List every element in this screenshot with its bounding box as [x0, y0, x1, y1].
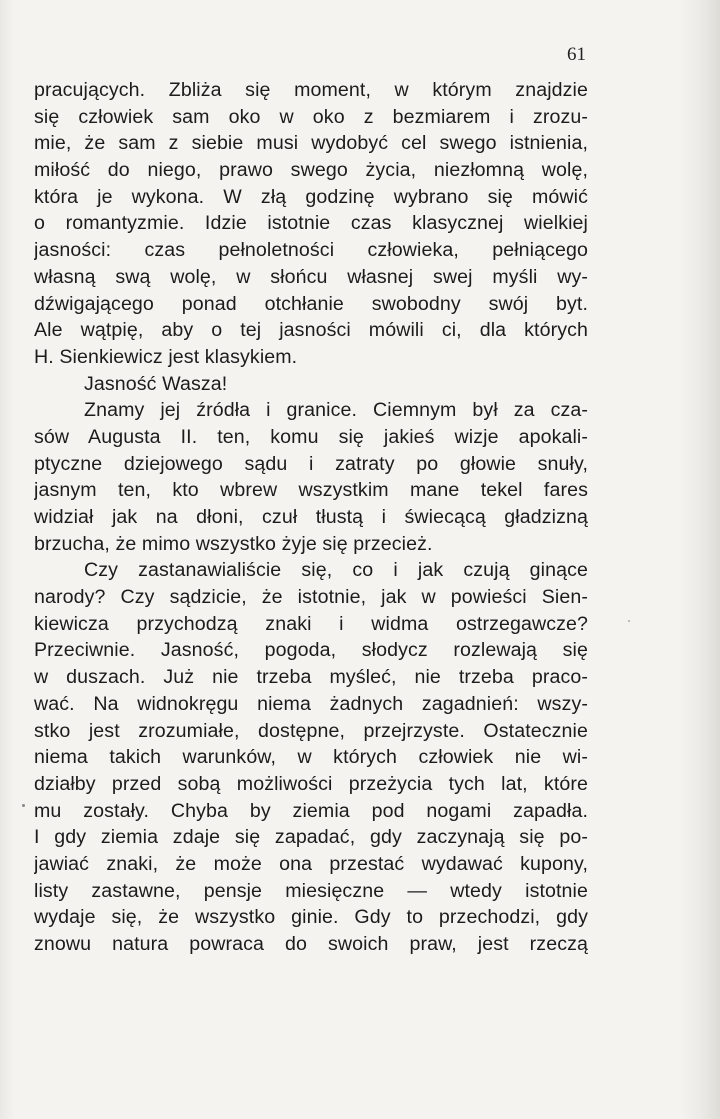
text-line: kiewicza przychodzą znaki i widma ostrzegawcze?: [34, 612, 588, 635]
body-text: [34, 77, 588, 958]
text-line: sów Augusta II. ten, komu się jakieś wizje apokali-: [34, 425, 588, 448]
text-line: I gdy ziemia zdaje się zapadać, gdy zaczynają się po-: [34, 826, 588, 849]
text-line: działby przed sobą możliwości przeżycia tych lat, które: [34, 772, 588, 795]
text-line: H. Sienkiewicz jest klasykiem.: [34, 345, 298, 368]
text-line: w duszach. Już nie trzeba myśleć, nie trzeba praco-: [34, 666, 588, 689]
text-line: pracujących. Zbliża się moment, w którym znajdzie: [34, 79, 588, 101]
text-line: która je wykona. W złą godzinę wybrano się mówić: [34, 185, 588, 208]
text-line: znowu natura powraca do swoich praw, jest rzeczą: [34, 933, 588, 955]
text-line: narody? Czy sądzicie, że istotnie, jak w powieści Sien-: [34, 586, 588, 609]
text-line: listy zastawne, pensje miesięczne — wtedy istotnie: [34, 879, 588, 902]
text-line: jasności: czas pełnoletności człowieka, pełniącego: [34, 239, 588, 262]
text-line: Jasność Wasza!: [84, 372, 228, 395]
text-line: mie, że sam z siebie musi wydobyć cel swego istnienia,: [34, 132, 588, 155]
text-line: Znamy jej źródła i granice. Ciemnym był za cza-: [84, 399, 588, 422]
text-line: Przeciwnie. Jasność, pogoda, słodycz rozlewają się: [34, 639, 588, 662]
text-line: wydaje się, że wszystko ginie. Gdy to przechodzi, gdy: [34, 906, 588, 929]
paper-speck: [628, 620, 630, 622]
paper-speck: [22, 804, 25, 807]
text-line: się człowiek sam oko w oko z bezmiarem i zrozu-: [34, 105, 588, 128]
text-line: dźwigającego ponad otchłanie swobodny swój byt.: [34, 292, 588, 315]
text-line: niema takich warunków, w których człowiek nie wi-: [34, 746, 588, 769]
text-line: ptyczne dziejowego sądu i zatraty po głowie snuły,: [34, 452, 588, 475]
text-line: jasnym ten, kto wbrew wszystkim mane tekel fares: [34, 479, 588, 502]
text-line: mu zostały. Chyba by ziemia pod nogami zapadła.: [34, 799, 588, 822]
text-line: brzucha, że mimo wszystko żyje się przecież.: [34, 532, 433, 555]
text-line: widział jak na dłoni, czuł tłustą i świecącą gładzizną: [34, 506, 588, 528]
text-line: wać. Na widnokręgu niema żadnych zagadnień: wszy-: [34, 692, 588, 715]
text-line: Czy zastanawialiście się, co i jak czują ginące: [84, 559, 588, 582]
page-number: 61: [567, 44, 586, 65]
text-line: własną swą wolę, w słońcu własnej swej myśli wy-: [34, 265, 588, 288]
text-line: stko jest zrozumiałe, dostępne, przejrzyste. Ostatecznie: [34, 719, 588, 742]
text-line: Ale wątpię, aby o tej jasności mówili ci, dla których: [34, 319, 588, 342]
text-line: o romantyzmie. Idzie istotnie czas klasycznej wielkiej: [34, 212, 588, 235]
text-line: miłość do niego, prawo swego życia, niezłomną wolę,: [34, 159, 588, 182]
text-line: jawiać znaki, że może ona przestać wydawać kupony,: [34, 852, 588, 875]
